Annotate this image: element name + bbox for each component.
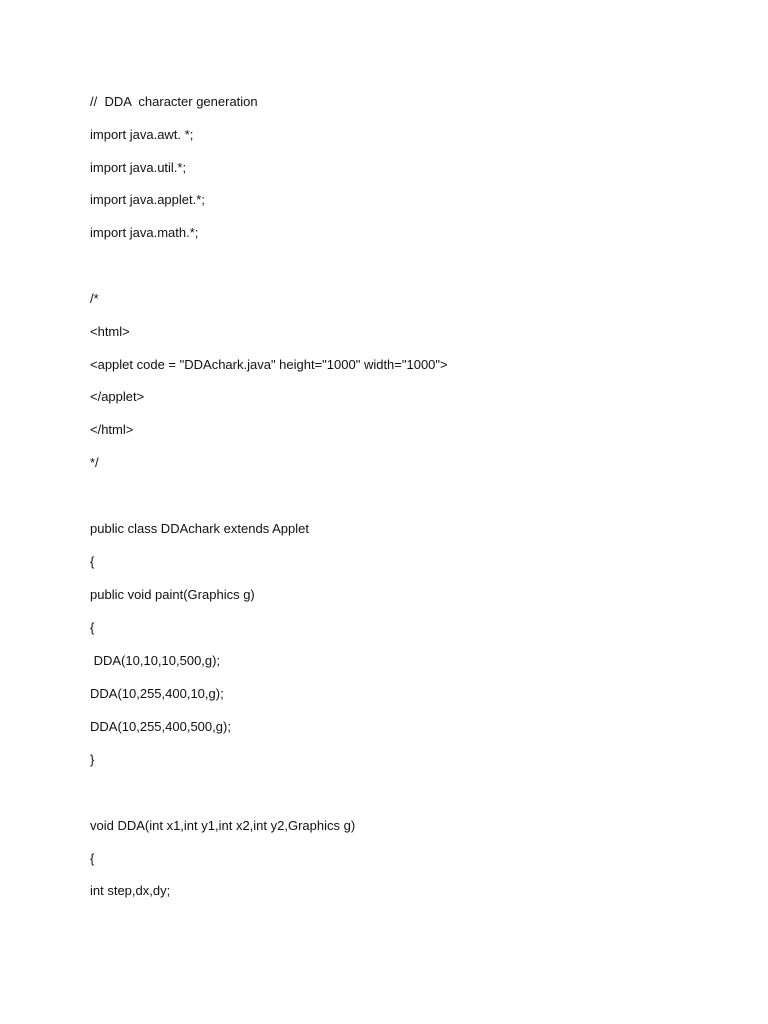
code-line: int step,dx,dy; (90, 883, 171, 898)
code-line: public void paint(Graphics g) (90, 587, 255, 602)
code-line: import java.awt. *; (90, 127, 194, 142)
code-line: </html> (90, 422, 134, 437)
code-line: } (90, 752, 95, 767)
code-line: { (90, 851, 95, 866)
code-line: */ (90, 455, 99, 470)
code-line: /* (90, 291, 99, 306)
code-line: <html> (90, 324, 130, 339)
code-line: void DDA(int x1,int y1,int x2,int y2,Graphics g) (90, 818, 356, 833)
code-line: import java.util.*; (90, 160, 187, 175)
code-line: DDA(10,10,10,500,g); (90, 653, 221, 668)
code-line: DDA(10,255,400,10,g); (90, 686, 224, 701)
code-line: import java.math.*; (90, 225, 199, 240)
code-line: public class DDAchark extends Applet (90, 521, 309, 536)
code-line: <applet code = "DDAchark.java" height="1000" width="1000"> (90, 357, 448, 372)
code-line: </applet> (90, 389, 145, 404)
code-line: { (90, 620, 95, 635)
code-line: // DDA character generation (90, 94, 258, 109)
code-line: { (90, 554, 95, 569)
code-line: DDA(10,255,400,500,g); (90, 719, 231, 734)
code-line: import java.applet.*; (90, 192, 205, 207)
